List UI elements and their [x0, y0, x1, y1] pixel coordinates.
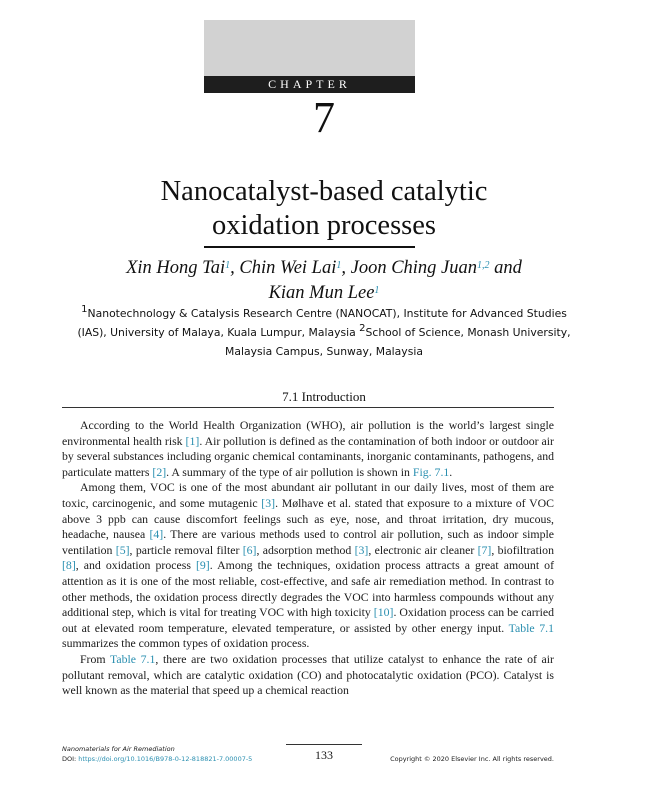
author-conjunction: and	[494, 258, 522, 278]
table-link[interactable]: Table 7.1	[508, 620, 554, 635]
author-name: Kian Mun Lee	[268, 283, 375, 303]
affiliations	[60, 304, 588, 361]
reference-link[interactable]: [8]	[62, 558, 76, 573]
doi-label: DOI:	[62, 755, 79, 763]
footer-citation	[62, 744, 252, 764]
affiliation-text: Malaysia Campus, Sunway, Malaysia	[225, 345, 423, 358]
affiliation-marker: 2	[359, 323, 366, 334]
paragraph-2: Among them, VOC is one of the most abundant air pollutant in our daily lives, most of them are toxic, carcinogenic, and some mutagenic [3]. Mølhave et al. stated that exposure to a mixture of VOC above 3 ppb can cause discomfort feelings such as eye, nose, and throat irritation, dry mucous, headache, nausea [4]. There are various methods used to control air pollution, such as indoor simple ventilation [5], particle removal filter [6], adsorption method [3], electronic air cleaner [7], biofiltration [8], and oxidation process [9]. Among the techniques, oxidation process attracts a great amount of attention as it is one of the most reliable, cost-effective, and safe air remediation method. In contrast to other methods, the oxidation process directly degrades the VOC into harmless compounds without any additional step, which is vital for treating VOC with high toxicity [10]. Oxidation process can be carried out at elevated room temperature, elevated temperature, or assisted by other energy input. Table 7.1 summarizes the common types of oxidation process.	[62, 480, 554, 651]
title-rule	[204, 246, 415, 248]
paragraph-1: According to the World Health Organization (WHO), air pollution is the world’s largest single environmental health risk [1]. Air pollution is defined as the contamination of both indoor or outdoor air by several substances including organic chemical contaminants, inorganic contaminants, pathogens, and particulate matters [2]. A summary of the type of air pollution is shown in Fig. 7.1.	[62, 418, 554, 479]
section-rule	[62, 407, 554, 408]
doi-link[interactable]: https://doi.org/10.1016/B978-0-12-818821-7.00007-5	[78, 755, 253, 763]
figure-link[interactable]: Fig. 7.1	[412, 464, 450, 479]
reference-link[interactable]: [6]	[242, 542, 257, 557]
page-number: 133	[315, 748, 333, 762]
title-line-2: oxidation processes	[212, 210, 436, 241]
reference-link[interactable]: [9]	[195, 558, 210, 573]
author-affiliation-link[interactable]: 1	[336, 260, 342, 271]
chapter-label: CHAPTER	[204, 76, 415, 93]
author-list	[0, 256, 648, 306]
paragraph-3: From Table 7.1, there are two oxidation processes that utilize catalyst to enhance the rate of air pollutant removal, which are catalytic oxidation (CO) and photocatalytic oxidation (PCO). Catalyst is well known as the material that speed up a chemical reaction	[62, 651, 554, 698]
chapter-title	[0, 175, 648, 243]
book-title: Nanomaterials for Air Remediation	[62, 745, 175, 753]
reference-link[interactable]: [5]	[115, 542, 130, 557]
reference-link[interactable]: [2]	[152, 464, 167, 479]
affiliation-marker: 1	[81, 304, 88, 315]
reference-link[interactable]: [3]	[261, 495, 276, 510]
affiliation-text: Nanotechnology & Catalysis Research Centre (NANOCAT), Institute for Advanced Studies	[87, 307, 567, 320]
affiliation-text: (IAS), University of Malaya, Kuala Lumpur, Malaysia	[77, 326, 356, 339]
copyright: Copyright © 2020 Elsevier Inc. All rights reserved.	[390, 755, 554, 763]
reference-link[interactable]: [10]	[373, 605, 394, 620]
body-text	[62, 418, 554, 699]
author-line-1: Xin Hong Tai$^1$, Chin Wei Lai$^1$, Joon Ching Juan$^{1,2}$ and	[126, 258, 522, 278]
reference-link[interactable]: [1]	[185, 433, 200, 448]
author-name: Chin Wei Lai	[239, 258, 337, 278]
author-line-2	[0, 281, 648, 306]
title-line-1: Nanocatalyst-based catalytic	[160, 176, 488, 207]
reference-link[interactable]: [7]	[477, 542, 492, 557]
author-affiliation-link[interactable]: 1	[225, 260, 231, 271]
table-link[interactable]: Table 7.1	[109, 651, 156, 666]
footer-rule	[286, 744, 362, 745]
author-name: Joon Ching Juan	[350, 258, 478, 278]
affiliation-text: School of Science, Monash University,	[365, 326, 571, 339]
author-affiliation-link[interactable]: 1	[374, 285, 380, 296]
reference-link[interactable]: [3]	[354, 542, 369, 557]
author-name: Xin Hong Tai	[126, 258, 226, 278]
author-affiliation-link[interactable]: 1,2	[477, 260, 490, 271]
section-heading: 7.1 Introduction	[282, 389, 366, 404]
reference-link[interactable]: [4]	[149, 527, 164, 542]
chapter-number: 7	[313, 93, 335, 142]
